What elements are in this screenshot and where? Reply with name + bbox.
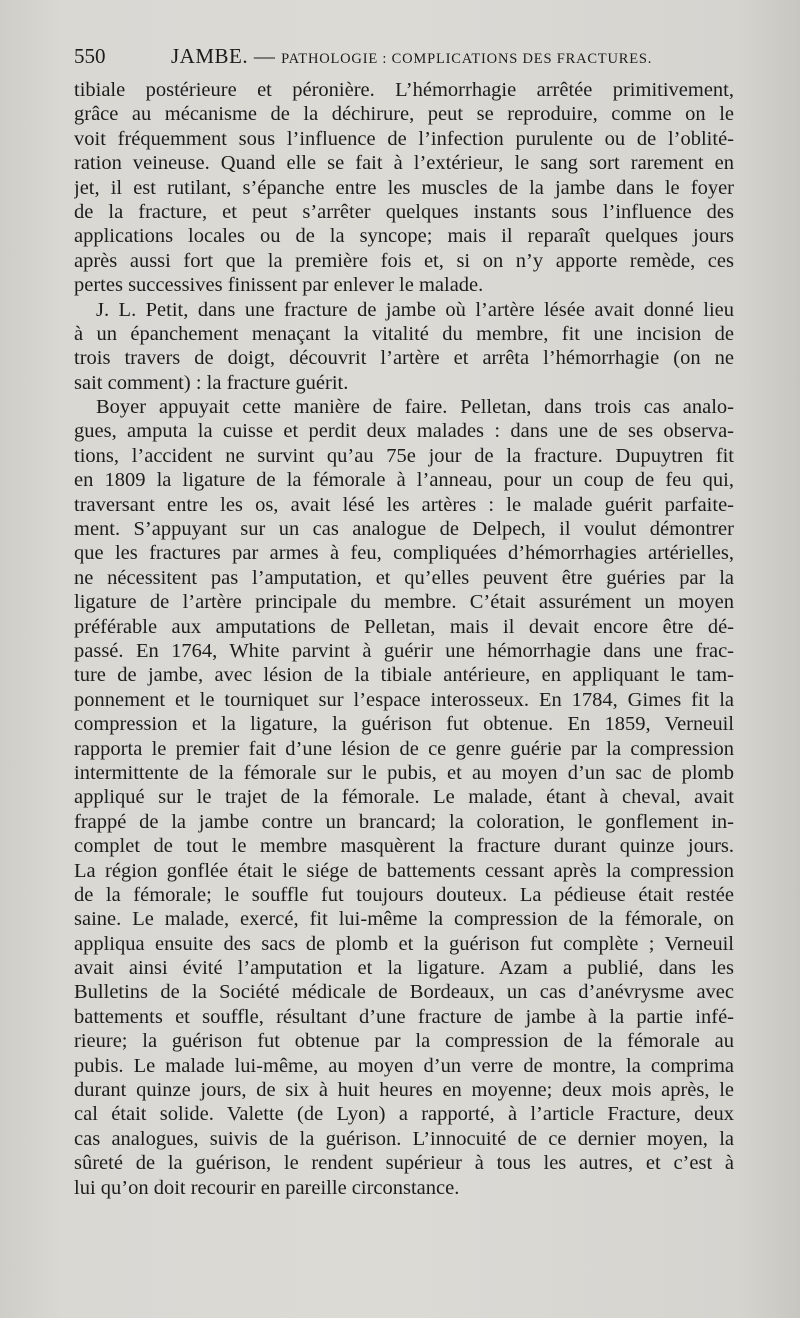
text-line: ponnement et le tourniquet sur l’espace interosseux. En 1784, Gimes fit la: [74, 688, 734, 711]
text-line: préférable aux amputations de Pelletan, mais il devait encore être dé-: [74, 615, 734, 638]
text-line: intermittente de la fémorale sur le pubis, et au moyen d’un sac de plomb: [74, 761, 734, 784]
text-line: à un épanchement menaçant la vitalité du membre, fit une incision de: [74, 322, 734, 345]
text-line: sûreté de la guérison, le rendent supérieur à tous les autres, et c’est à: [74, 1152, 734, 1175]
text-line: saine. Le malade, exercé, fit lui-même la compression de la fémorale, on: [74, 908, 734, 931]
text-line: battements et souffle, résultant d’une fracture de jambe à la partie infé-: [74, 1005, 734, 1028]
running-header: [74, 44, 734, 74]
running-title-main: JAMBE. —: [171, 44, 276, 68]
text-line: grâce au mécanisme de la déchirure, peut se reproduire, comme on le: [74, 103, 734, 126]
text-line: durant quinze jours, de six à huit heures en moyenne; deux mois après, le: [74, 1079, 734, 1102]
text-line: jet, il est rutilant, s’épanche entre les muscles de la jambe dans le foyer: [74, 176, 734, 199]
text-line: J. L. Petit, dans une fracture de jambe où l’artère lésée avait donné lieu: [96, 298, 734, 321]
text-line: de la fracture, et peut s’arrêter quelques instants sous l’influence des: [74, 200, 734, 223]
text-line: sait comment) : la fracture guérit.: [74, 371, 349, 394]
text-line: gues, amputa la cuisse et perdit deux malades : dans une de ses observa-: [74, 420, 734, 443]
text-line: de la fémorale; le souffle fut toujours douteux. La pédieuse était restée: [74, 883, 734, 906]
text-line: que les fractures par armes à feu, compliquées d’hémorrhagies artérielles,: [74, 542, 734, 565]
text-line: applications locales ou de la syncope; mais il reparaît quelques jours: [74, 225, 734, 248]
text-line: La région gonflée était le siége de battements cessant après la compression: [74, 859, 734, 882]
text-line: Boyer appuyait cette manière de faire. Pelletan, dans trois cas analo-: [96, 396, 734, 419]
text-line: ne nécessitent pas l’amputation, et qu’elles peuvent être guéries par la: [74, 566, 734, 589]
body-text: [74, 78, 734, 1200]
text-line: trois travers de doigt, découvrit l’artère et arrêta l’hémorrhagie (on ne: [74, 347, 734, 370]
text-line: pertes successives finissent par enlever le malade.: [74, 274, 484, 297]
page-number: 550: [74, 44, 106, 68]
text-line: compression et la ligature, la guérison fut obtenue. En 1859, Verneuil: [74, 713, 734, 736]
text-line: tions, l’accident ne survint qu’au 75e jour de la fracture. Dupuytren fit: [74, 444, 734, 467]
text-line: traversant entre les os, avait lésé les artères : le malade guérit parfaite-: [74, 493, 734, 516]
text-line: voit fréquemment sous l’influence de l’infection purulente ou de l’oblité-: [74, 127, 734, 150]
text-line: tibiale postérieure et péronière. L’hémorrhagie arrêtée primitivement,: [74, 79, 734, 101]
text-line: rieure; la guérison fut obtenue par la compression de la fémorale au: [74, 1030, 734, 1053]
text-line: frappé de la jambe contre un brancard; la coloration, le gonflement in-: [74, 810, 734, 833]
text-line: rapporta le premier fait d’une lésion de ce genre guérie par la compression: [74, 737, 734, 760]
running-title: [171, 44, 652, 69]
text-line: ture de jambe, avec lésion de la tibiale antérieure, en appliquant le tam-: [74, 664, 734, 687]
text-line: Bulletins de la Société médicale de Bordeaux, un cas d’anévrysme avec: [74, 981, 734, 1004]
text-line: ration veineuse. Quand elle se fait à l’extérieur, le sang sort rarement en: [74, 152, 734, 175]
text-line: cal était solide. Valette (de Lyon) a rapporté, à l’article Fracture, deux: [74, 1103, 734, 1126]
text-line: pubis. Le malade lui-même, au moyen d’un verre de montre, la comprima: [74, 1054, 734, 1077]
text-line: lui qu’on doit recourir en pareille circonstance.: [74, 1176, 460, 1199]
text-line: en 1809 la ligature de la fémorale à l’anneau, pour un coup de feu qui,: [74, 469, 734, 492]
text-line: ligature de l’artère principale du membre. C’était assurément un moyen: [74, 591, 734, 614]
text-line: passé. En 1764, White parvint à guérir une hémorrhagie dans une frac-: [74, 639, 734, 662]
text-line: cas analogues, suivis de la guérison. L’innocuité de ce dernier moyen, la: [74, 1127, 734, 1150]
text-line: avait ainsi évité l’amputation et la ligature. Azam a publié, dans les: [74, 957, 734, 980]
text-line: après aussi fort que la première fois et, si on n’y apporte remède, ces: [74, 249, 734, 272]
text-line: appliqué sur le trajet de la fémorale. Le malade, étant à cheval, avait: [74, 786, 734, 809]
text-line: appliqua ensuite des sacs de plomb et la guérison fut complète ; Verneuil: [74, 932, 734, 955]
text-line: ment. S’appuyant sur un cas analogue de Delpech, il voulut démontrer: [74, 518, 734, 541]
text-line: complet de tout le membre masquèrent la fracture durant quinze jours.: [74, 835, 734, 858]
running-title-sub: PATHOLOGIE : COMPLICATIONS DES FRACTURES.: [281, 51, 653, 67]
